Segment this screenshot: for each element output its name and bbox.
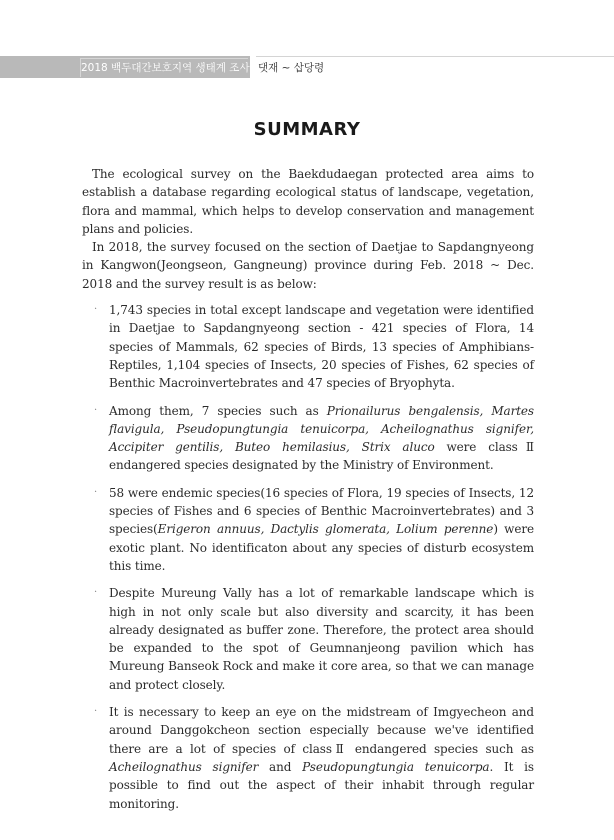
list-item-text	[109, 705, 534, 810]
text-run: Despite Mureung Vally has a lot of remarkable landscape which is high in not only scale but also diversity and scarcity, it has been already designated as buffer zone. Therefore, the protect area should be expanded to the spot of Geumnanjeong pavilion which has Mureung Banseok Rock and make it core area, so that we can manage and protect closely.	[109, 586, 534, 692]
species-name: Prionailurus bengalensis, Martes flavigula, Pseudopungtungia tenuicorpa, Acheilognathus signifer, Accipiter gentilis, Buteo hemilasius, Strix aluco	[109, 403, 534, 455]
species-name: Acheilognathus signifer	[109, 759, 259, 774]
summary-body	[82, 165, 534, 822]
bullet-icon: ·	[94, 486, 98, 498]
list-item-text	[109, 486, 534, 573]
intro-paragraph: The ecological survey on the Baekdudaegan protected area aims to establish a database regarding ecological status of landscape, vegetation, flora and mammal, which helps to develop conservation and management plans and policies.	[82, 167, 534, 236]
bullet-icon: ·	[94, 404, 98, 416]
species-name: Erigeron annuus, Dactylis glomerata, Lolium perenne	[157, 522, 494, 537]
bullet-icon: ·	[94, 587, 98, 599]
text-run: 58 were endemic species(16 species of Flora, 19 species of Insects, 12 species of Fishes and 6 species of Benthic Macroinvertebrates) and 3 species(	[109, 485, 534, 537]
list-item-text	[109, 404, 534, 473]
page-title: SUMMARY	[253, 119, 361, 141]
text-run: . It is possible to find out the aspect of their inhabit through regular monitoring.	[109, 759, 534, 811]
text-run: Among them, 7 species such as	[109, 403, 327, 418]
list-item-text	[109, 303, 534, 390]
text-run: were classⅡ endangered species designated by the Ministry of Environment.	[109, 440, 534, 473]
list-item	[82, 402, 534, 475]
bullet-icon: ·	[94, 706, 98, 718]
text-run: It is necessary to keep an eye on the midstream of Imgyecheon and around Danggokcheon section especially because we've identified there are a lot of species of classⅡ endangered species such as	[109, 705, 534, 756]
header-rule	[256, 56, 614, 57]
list-item	[82, 301, 534, 392]
text-run: 1,743 species in total except landscape and vegetation were identified in Daetjae to Sapdangnyeong section - 421 species of Flora, 14 species of Mammals, 62 species of Birds, 13 species of Amphibians-Reptiles, 1,104 species of Insects, 20 species of Fishes, 62 species of Benthic Macroinvertebrates and 47 species of Bryophyta.	[109, 303, 534, 391]
list-item	[82, 484, 534, 575]
list-item	[82, 584, 534, 694]
section-label: 댓재 ~ 삽당령	[258, 62, 325, 74]
bullet-icon: ·	[94, 304, 98, 316]
list-item	[82, 703, 534, 813]
findings-list	[82, 301, 534, 813]
report-title-label: 2018 백두대간보호지역 생태계 조사	[80, 58, 248, 77]
text-run: ) were exotic plant. No identificaton about any species of disturb ecosystem this time.	[109, 522, 534, 573]
intro-paragraph: In 2018, the survey focused on the section of Daetjae to Sapdangnyeong in Kangwon(Jeongseon, Gangneung) province during Feb. 2018 ~ Dec. 2018 and the survey result is as below:	[82, 240, 534, 291]
running-header	[0, 56, 614, 78]
species-name: Pseudopungtungia tenuicorpa	[302, 759, 490, 774]
list-item-text	[109, 586, 534, 691]
text-run: and	[258, 759, 303, 774]
